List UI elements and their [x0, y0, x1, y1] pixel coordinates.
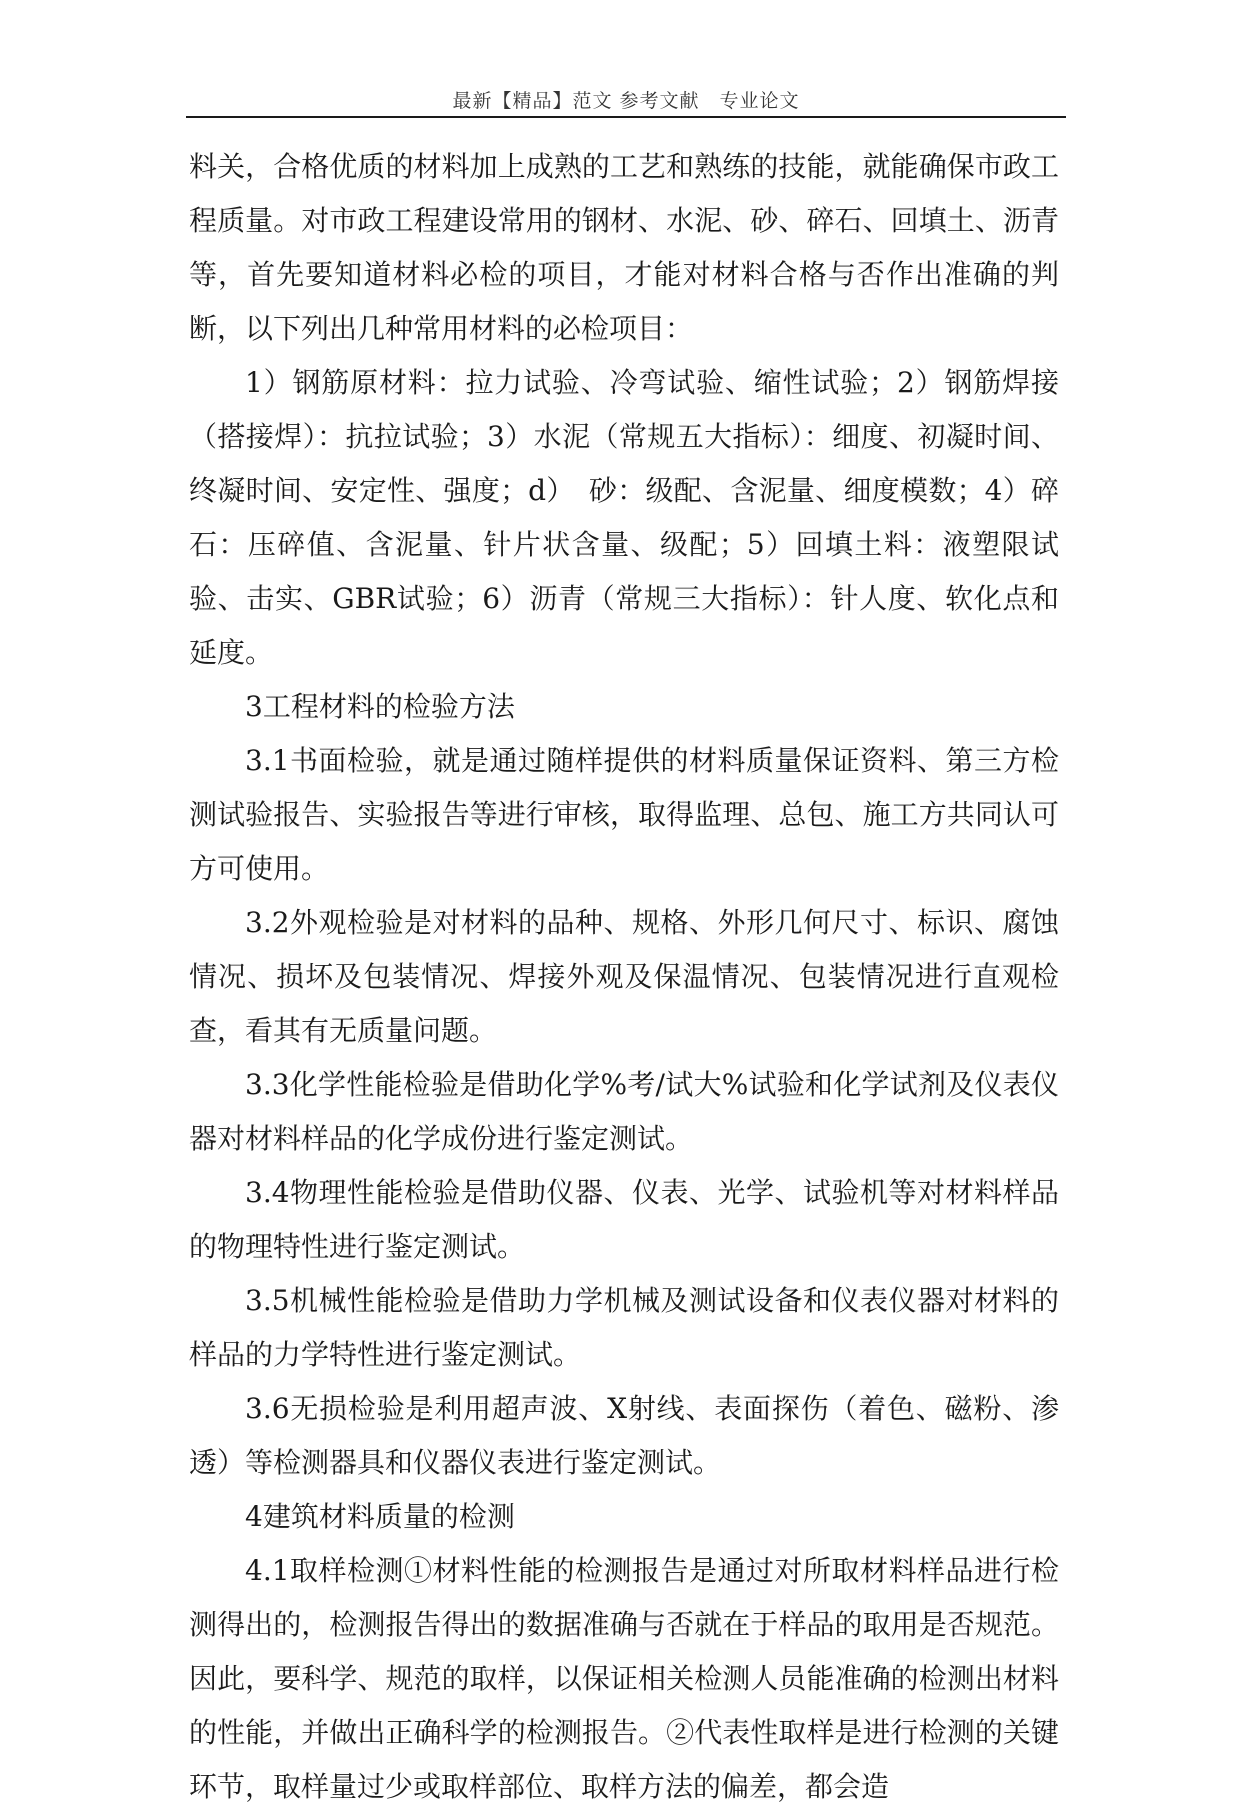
header-divider — [186, 116, 1066, 118]
paragraph-required-tests: 1）钢筋原材料：拉力试验、冷弯试验、缩性试验；2）钢筋焊接（搭接焊）：抗拉试验；3）水泥（常规五大指标）：细度、初凝时间、终凝时间、安定性、强度；d） 砂：级配、含泥量、细度模数；4）碎石：压碎值、含泥量、针片状含量、级配；5）回填土料：液塑限试验、击实、GBR试验；6）沥青（常规三大指标）：针人度、软化点和延度。 — [189, 366, 1059, 669]
document-body — [189, 140, 1059, 1814]
paragraph-3-4: 3.4物理性能检验是借助仪器、仪表、光学、试验机等对材料样品的物理特性进行鉴定测试。 — [189, 1176, 1059, 1263]
section-heading-3: 3工程材料的检验方法 — [245, 690, 515, 723]
paragraph-3-3: 3.3化学性能检验是借助化学%考/试大%试验和化学试剂及仪表仪器对材料样品的化学成份进行鉴定测试。 — [189, 1068, 1059, 1155]
paragraph-4-1: 4.1取样检测①材料性能的检测报告是通过对所取材料样品进行检测得出的，检测报告得出的数据准确与否就在于样品的取用是否规范。因此，要科学、规范的取样，以保证相关检测人员能准确的检测出材料的性能，并做出正确科学的检测报告。②代表性取样是进行检测的关键环节，取样量过少或取样部位、取样方法的偏差，都会造 — [189, 1554, 1059, 1803]
section-heading-4: 4建筑材料质量的检测 — [245, 1500, 515, 1533]
paragraph-3-5: 3.5机械性能检验是借助力学机械及测试设备和仪表仪器对材料的样品的力学特性进行鉴定测试。 — [189, 1284, 1059, 1371]
paragraph-3-2: 3.2外观检验是对材料的品种、规格、外形几何尺寸、标识、腐蚀情况、损坏及包装情况、焊接外观及保温情况、包装情况进行直观检查，看其有无质量问题。 — [189, 906, 1059, 1047]
page-header: 最新【精品】范文 参考文献 专业论文 — [452, 90, 800, 112]
paragraph-3-1: 3.1书面检验，就是通过随样提供的材料质量保证资料、第三方检测试验报告、实验报告等进行审核，取得监理、总包、施工方共同认可方可使用。 — [189, 744, 1059, 885]
paragraph-3-6: 3.6无损检验是利用超声波、X射线、表面探伤（着色、磁粉、渗透）等检测器具和仪器仪表进行鉴定测试。 — [189, 1392, 1059, 1479]
paragraph-materials-intro: 料关，合格优质的材料加上成熟的工艺和熟练的技能，就能确保市政工程质量。对市政工程建设常用的钢材、水泥、砂、碎石、回填土、沥青等，首先要知道材料必检的项目，才能对材料合格与否作出准确的判断，以下列出几种常用材料的必检项目： — [189, 150, 1059, 345]
